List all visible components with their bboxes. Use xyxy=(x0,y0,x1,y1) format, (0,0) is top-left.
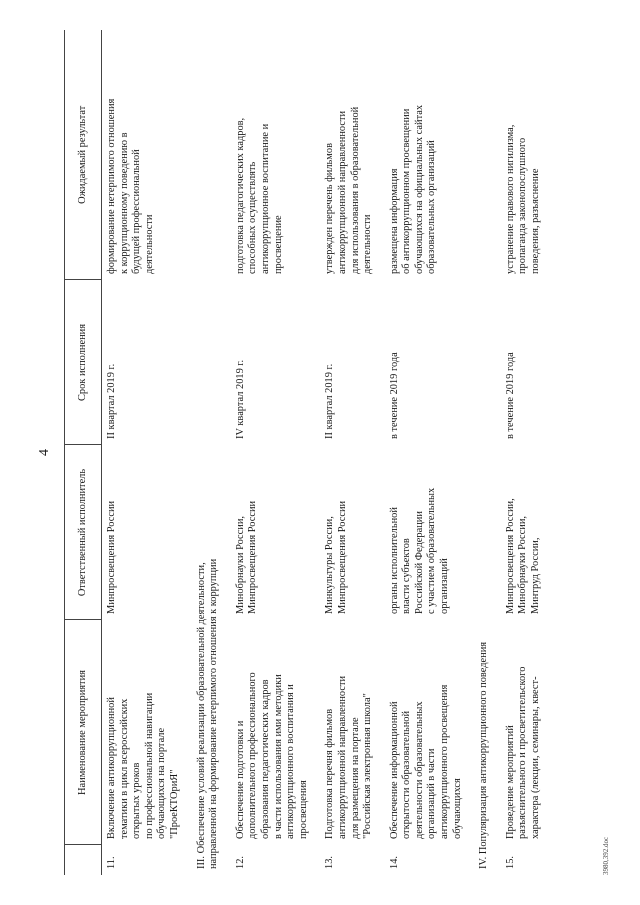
cell-result xyxy=(102,30,192,280)
cell-executor xyxy=(501,445,553,620)
cell-executor-line: Минпросвещения России, xyxy=(504,498,516,614)
cell-result xyxy=(385,30,475,280)
section-heading xyxy=(192,30,231,875)
cell-executor-line: Минтруд России, xyxy=(530,537,542,614)
cell-name-line: разъяснительного и просветительского xyxy=(517,666,529,839)
table-row xyxy=(320,30,384,875)
cell-executor-line: Минобрнауки России, xyxy=(234,515,246,614)
cell-name-line: дополнительного профессионального xyxy=(247,672,259,839)
cell-executor xyxy=(102,445,192,620)
cell-deadline xyxy=(385,280,475,445)
cell-name-line: Обеспечение подготовки и xyxy=(234,720,246,839)
row-number: 11. xyxy=(106,856,117,869)
cell-executor-line: Российской Федерации xyxy=(413,511,425,614)
table-row xyxy=(385,30,475,875)
section-heading-line: IV. Популяризация антикоррупционного поведения xyxy=(478,641,490,869)
cell-name xyxy=(320,620,384,845)
cell-deadline-line: II квартал 2019 г. xyxy=(106,363,117,439)
cell-deadline xyxy=(231,280,321,445)
cell-result-line: деятельности xyxy=(143,214,155,274)
cell-name-line: организаций в части xyxy=(426,748,438,839)
cell-result-line: формирование нетерпимого отношения xyxy=(106,98,117,274)
cell-name-line: обучающихся xyxy=(451,778,463,839)
cell-name-line: тематики в цикл всероссийских xyxy=(118,698,130,839)
cell-name-line: "Российская электронная школа" xyxy=(362,693,374,839)
cell-result xyxy=(320,30,384,280)
cell-result-line: к коррупционному поведению в xyxy=(118,132,130,274)
cell-result xyxy=(231,30,321,280)
cell-result-line: размещена информация xyxy=(388,168,400,274)
cell-name-line: обучающихся на портале xyxy=(156,727,168,839)
cell-deadline xyxy=(320,280,384,445)
cell-result-line: обучающихся на официальных сайтах xyxy=(413,104,425,274)
cell-deadline-line: II квартал 2019 г. xyxy=(324,363,336,439)
section-heading-line: направленной на формирование нетерпимого отношения к коррупции xyxy=(208,558,220,869)
row-number: 12. xyxy=(234,856,246,869)
cell-deadline xyxy=(102,280,192,445)
page-number: 4 xyxy=(37,449,52,456)
cell-deadline-line: в течение 2019 года xyxy=(504,352,516,439)
section-heading-row xyxy=(474,30,501,875)
cell-deadline-line: IV квартал 2019 г. xyxy=(234,359,246,439)
cell-result-line: деятельности xyxy=(362,214,374,274)
cell-name-line: Включение антикоррупционной xyxy=(106,697,117,839)
cell-executor xyxy=(320,445,384,620)
row-number: 13. xyxy=(324,856,336,869)
cell-result-line: антикоррупционной направленности xyxy=(336,110,348,274)
document-code: 3980,392.doc xyxy=(602,836,610,875)
cell-executor-line: органы исполнительной xyxy=(388,507,400,614)
cell-executor-line: власти субъектов xyxy=(401,538,413,614)
cell-executor xyxy=(385,445,475,620)
col-header-executor: Ответственный исполнитель xyxy=(65,445,102,620)
cell-name-line: антикоррупционного воспитания и xyxy=(285,684,297,839)
cell-result-line: утвержден перечень фильмов xyxy=(324,143,336,274)
cell-executor-line: организаций xyxy=(439,558,451,614)
cell-name-line: Обеспечение информационной xyxy=(388,701,400,839)
col-header-deadline: Срок исполнения xyxy=(65,280,102,445)
cell-name-line: Подготовка перечня фильмов xyxy=(324,708,336,839)
cell-result-line: устранение правового нигилизма, xyxy=(504,124,516,274)
cell-name-line: открытости образовательной xyxy=(401,710,413,839)
cell-result-line: для использования в образовательной xyxy=(349,106,361,274)
col-header-num xyxy=(65,845,102,875)
cell-name-line: образования педагогических кадров xyxy=(259,679,271,839)
table-row xyxy=(501,30,553,875)
cell-result-line: подготовка педагогических кадров, xyxy=(234,117,246,274)
cell-name-line: антикоррупционного просвещения xyxy=(439,684,451,839)
cell-result-line: поведения, разъяснение xyxy=(530,168,542,274)
section-heading-row xyxy=(192,30,231,875)
cell-name-line: антикоррупционной направленности xyxy=(336,675,348,839)
cell-executor-line: Минпросвещения России xyxy=(106,500,117,614)
cell-name-line: в части использования ими методики xyxy=(272,674,284,839)
cell-name-line: Проведение мероприятий xyxy=(504,725,516,839)
cell-executor-line: Минобрнауки России, xyxy=(517,515,529,614)
cell-result-line: пропаганда законопослушного xyxy=(517,137,529,274)
cell-name xyxy=(501,620,553,845)
table-row xyxy=(102,30,192,875)
col-header-name: Наименование мероприятия xyxy=(65,620,102,845)
cell-result-line: образовательных организаций xyxy=(426,140,438,274)
cell-name-line: деятельности образовательных xyxy=(413,701,425,839)
cell-deadline xyxy=(501,280,553,445)
section-heading xyxy=(474,30,501,875)
cell-name-line: просвещения xyxy=(297,780,309,839)
col-header-result: Ожидаемый результат xyxy=(65,30,102,280)
cell-executor xyxy=(231,445,321,620)
cell-name-line: открытых уроков xyxy=(131,762,143,839)
cell-deadline-line: в течение 2019 года xyxy=(388,352,400,439)
cell-name-line: характера (лекции, семинары, квест- xyxy=(530,676,542,839)
cell-name-line: для размещения на портале xyxy=(349,717,361,839)
cell-result-line: просвещение xyxy=(272,215,284,274)
cell-name-line: "ПроеКТОриЯ" xyxy=(168,769,180,839)
cell-executor-line: Минпросвещения России xyxy=(247,500,259,614)
cell-name xyxy=(385,620,475,845)
row-number: 14. xyxy=(388,856,400,869)
cell-name xyxy=(102,620,192,845)
table-row xyxy=(231,30,321,875)
cell-result-line: будущей профессиональной xyxy=(131,149,143,274)
cell-result-line: способных осуществлять xyxy=(247,161,259,274)
row-number: 15. xyxy=(504,856,516,869)
table-header-row xyxy=(65,30,102,875)
cell-result xyxy=(501,30,553,280)
cell-executor-line: Минпросвещения России xyxy=(336,500,348,614)
cell-executor-line: Минкультуры России, xyxy=(324,516,336,614)
cell-name xyxy=(231,620,321,845)
cell-name-line: по профессиональной навигации xyxy=(143,692,155,839)
cell-result-line: антикоррупционное воспитание и xyxy=(259,123,271,274)
section-heading-line: III. Обеспечение условий реализации образовательной деятельности, xyxy=(195,562,207,869)
cell-result-line: об антикоррупционном просвещении xyxy=(401,108,413,274)
rotated-page xyxy=(30,30,620,875)
table-body xyxy=(102,30,553,875)
cell-executor-line: с участием образовательных xyxy=(426,487,438,614)
measures-table xyxy=(64,30,553,875)
